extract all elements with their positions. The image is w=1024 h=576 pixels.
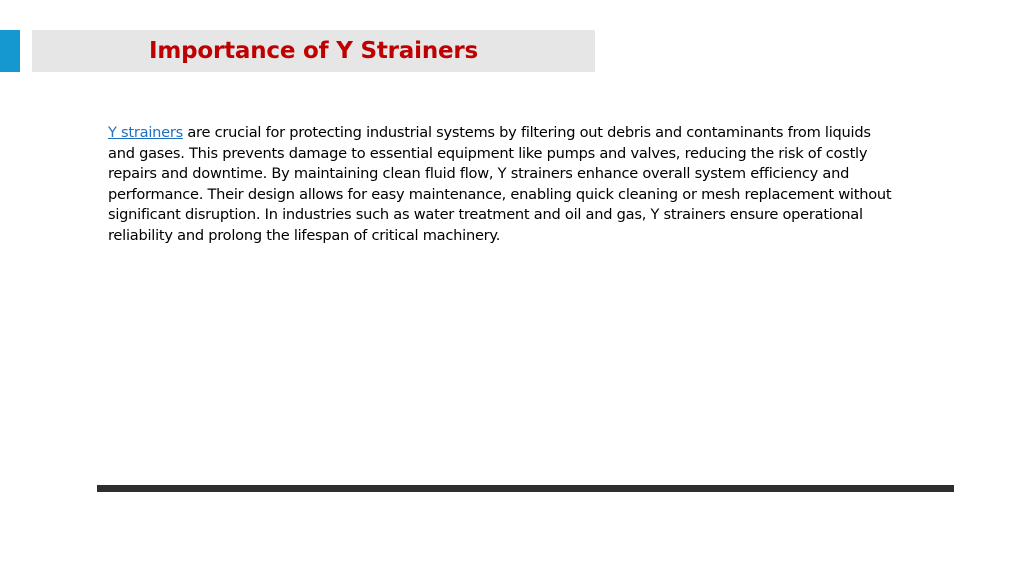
body-paragraph: [108, 123, 893, 247]
y-strainers-link[interactable]: Y strainers: [108, 124, 183, 141]
page-title: Importance of Y Strainers: [148, 38, 479, 64]
body-paragraph-text: are crucial for protecting industrial systems by filtering out debris and contaminants from liquids and gases. This prevents damage to essential equipment like pumps and valves, reducing the risk of costly repairs and downtime. By maintaining clean fluid flow, Y strainers enhance overall system efficiency and performance. Their design allows for easy maintenance, enabling quick cleaning or mesh replacement without significant disruption. In industries such as water treatment and oil and gas, Y strainers ensure operational reliability and prolong the lifespan of critical machinery.: [108, 124, 892, 244]
title-band: [32, 30, 595, 72]
footer-divider: [97, 485, 954, 492]
accent-bar: [0, 30, 20, 72]
